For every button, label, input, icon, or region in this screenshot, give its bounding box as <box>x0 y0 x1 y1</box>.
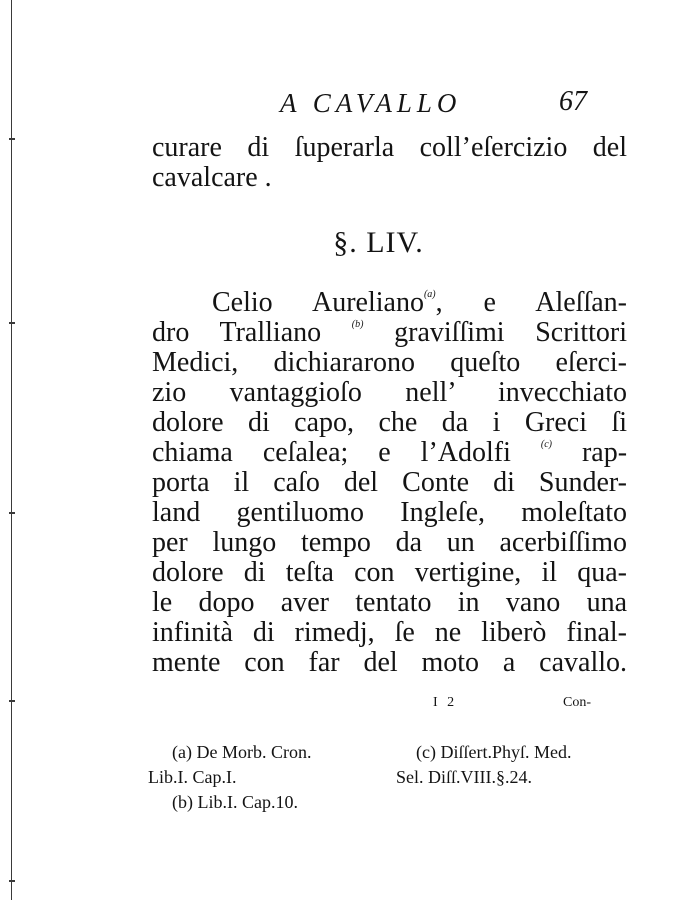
signature-mark: I 2 <box>433 695 458 710</box>
text-fragment: rap- <box>551 437 628 468</box>
binding-mark <box>9 322 15 324</box>
binding-mark <box>9 138 15 140</box>
text-line: dolore di capo, che da i Greci ſi <box>152 407 627 438</box>
text-line: land gentiluomo Ingleſe, moleſtato <box>152 497 627 528</box>
intro-text <box>152 133 627 193</box>
text-fragment: Celio Aureliano <box>212 287 424 318</box>
binding-edge <box>11 0 12 900</box>
footnote-c-continued: Sel. Diſſ.VIII.§.24. <box>396 767 532 787</box>
text-line <box>152 288 627 318</box>
text-line <box>152 438 627 468</box>
section-heading: §. LIV. <box>333 226 424 259</box>
footnote-ref: (b) <box>351 319 364 330</box>
text-line: cavalcare . <box>152 162 272 193</box>
text-line: curare di ſuperarla coll’eſercizio del <box>152 132 627 163</box>
text-line: infinità di rimedj, ſe ne liberò final- <box>152 617 627 648</box>
footnote-a-continued: Lib.I. Cap.I. <box>148 767 237 787</box>
footnote-b: (b) Lib.I. Cap.10. <box>172 792 298 812</box>
text-fragment: graviſſimi Scrittori <box>363 317 627 348</box>
text-line: zio vantaggioſo nell’ invecchiato <box>152 377 627 408</box>
binding-mark <box>9 880 15 882</box>
paragraph <box>152 288 627 678</box>
running-head-title: A CAVALLO <box>280 88 462 118</box>
text-fragment: dro Tralliano <box>152 317 322 348</box>
footnote-ref: (c) <box>540 439 552 450</box>
text-line: mente con far del moto a cavallo. <box>152 647 627 678</box>
text-line: Medici, dichiararono queſto eſerci- <box>152 347 627 378</box>
text-line: porta il caſo del Conte di Sunder- <box>152 467 627 498</box>
binding-mark <box>9 700 15 702</box>
text-fragment: chiama ceſalea; e l’Adolfi <box>152 437 511 468</box>
text-line: dolore di teſta con vertigine, il qua- <box>152 557 627 588</box>
text-fragment: , e Aleſſan- <box>435 287 627 318</box>
binding-mark <box>9 512 15 514</box>
footnote-c: (c) Diſſert.Phyſ. Med. <box>416 742 572 762</box>
text-line: per lungo tempo da un acerbiſſimo <box>152 527 627 558</box>
catchword: Con- <box>563 695 591 710</box>
text-line <box>152 318 627 348</box>
page-number: 67 <box>559 86 587 117</box>
footnote-ref: (a) <box>423 289 436 300</box>
footnote-a: (a) De Morb. Cron. <box>172 742 312 762</box>
text-line: le dopo aver tentato in vano una <box>152 587 627 618</box>
